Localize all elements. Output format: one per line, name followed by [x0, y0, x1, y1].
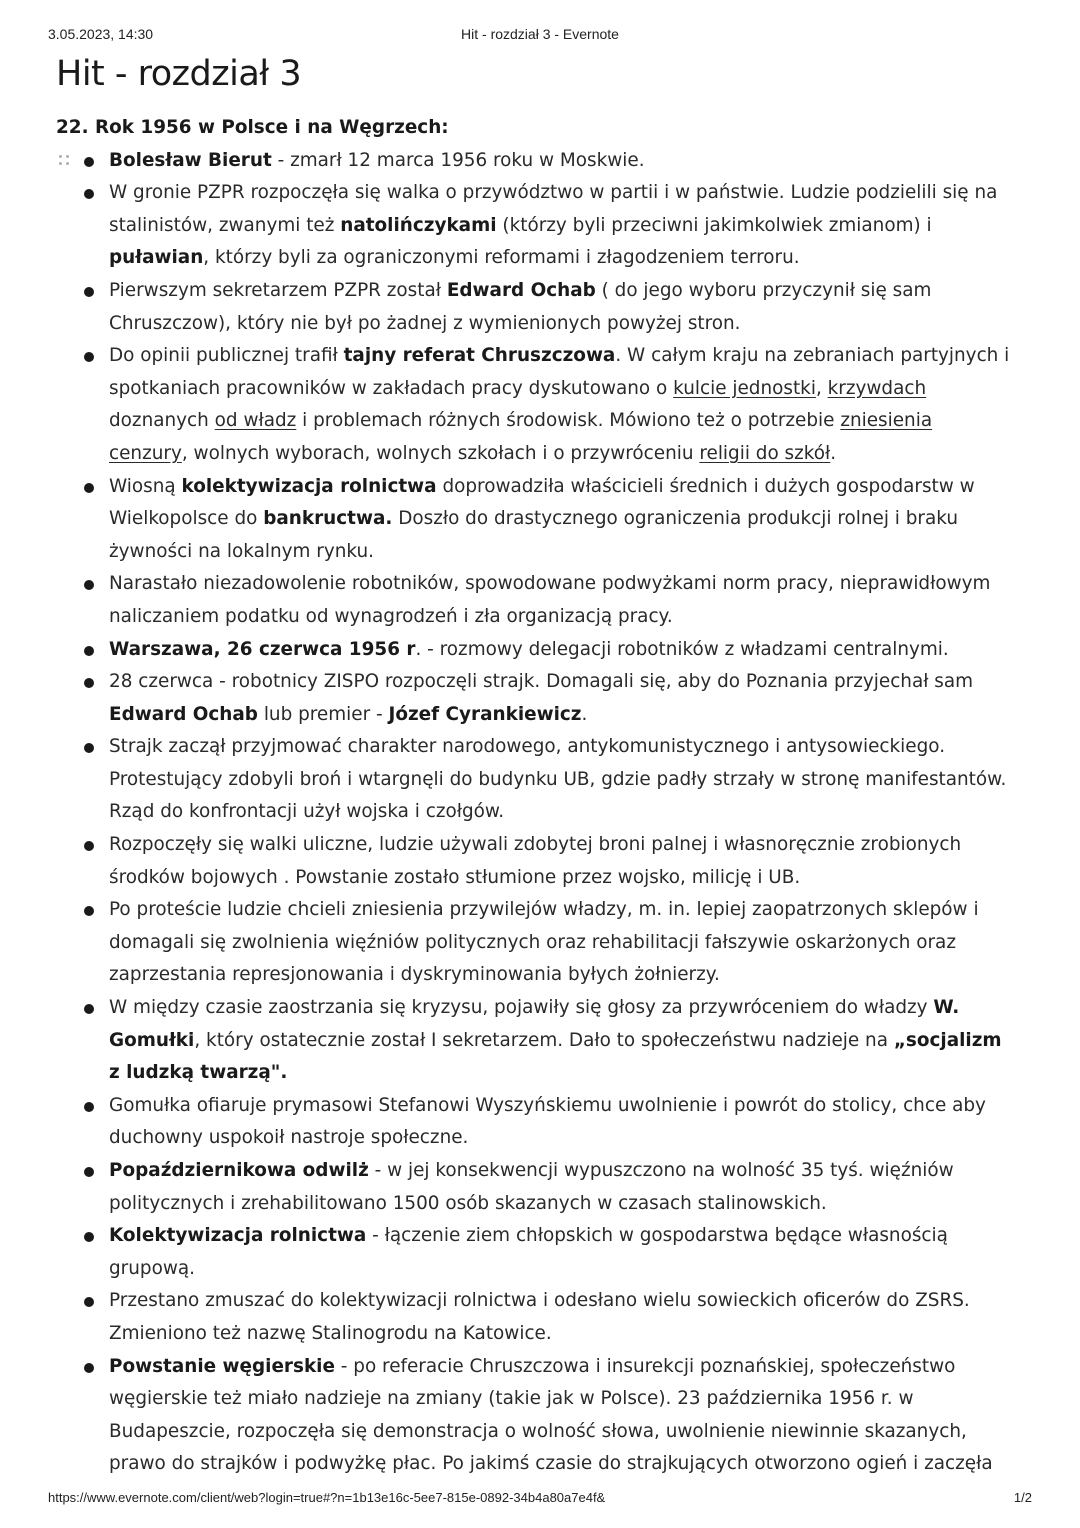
- text-segment: doprowadziła właścicieli średnich i dużych gospodarstw w Wielkopolsce do: [109, 475, 975, 530]
- underlined-text: krzywdach: [827, 377, 927, 399]
- print-footer: [48, 1490, 1032, 1510]
- section-heading: 22. Rok 1956 w Polsce i na Węgrzech:: [56, 117, 449, 138]
- page-url: https://www.evernote.com/client/web?login=true#?n=1b13e16c-5ee7-815e-0892-34b4a80a7e4f&: [48, 1490, 606, 1505]
- bullet-item: [56, 275, 1010, 340]
- bold-text: bankructwa.: [263, 508, 393, 530]
- bullet-item: [56, 731, 1010, 829]
- text-segment: W gronie PZPR rozpoczęła się walka o przywództwo w partii i w państwie. Ludzie podzielili się na stalinistów, zwanymi też: [109, 182, 998, 236]
- bullet-item: [56, 829, 1010, 894]
- bullet-item: [56, 1285, 1010, 1350]
- text-segment: Gomułka ofiaruje prymasowi Stefanowi Wyszyńskiemu uwolnienie i powrót do stolicy, chce aby duchowny uspokoił nastroje społeczne.: [109, 1094, 986, 1149]
- text-segment: .: [830, 442, 837, 464]
- text-segment: Doszło do drastycznego ograniczenia produkcji rolnej i braku żywności na lokalnym rynku.: [109, 508, 958, 562]
- text-segment: . W całym kraju na zebraniach partyjnych i spotkaniach pracowników w zakładach pracy dyskutowano o: [109, 345, 1010, 399]
- text-segment: doznanych: [109, 410, 215, 432]
- text-segment: - zmarł 12 marca 1956 roku w Moskwie.: [271, 149, 645, 171]
- text-segment: Po proteście ludzie chcieli zniesienia przywilejów władzy, m. in. lepiej zaopatrzonych sklepów i domagali się zwolnienia więźniów politycznych oraz rehabilitacji fałszywie oskarżonych oraz zaprzestania represjonowania i dyskryminowania byłych żołnierzy.: [109, 899, 979, 986]
- bullet-list-wrapper: [56, 145, 1010, 1481]
- text-segment: , wolnych wyborach, wolnych szkołach i o przywróceniu: [181, 442, 700, 464]
- bold-text: Popaździernikowa odwilż: [109, 1160, 369, 1181]
- note-content: [56, 112, 1010, 1481]
- text-segment: Pierwszym sekretarzem PZPR został: [109, 279, 447, 301]
- bullet-item: [56, 145, 1010, 178]
- bold-text: tajny referat Chruszczowa: [343, 345, 616, 367]
- print-document-title: Hit - rozdział 3 - Evernote: [461, 26, 619, 42]
- text-segment: Narastało niezadowolenie robotników, spowodowane podwyżkami norm pracy, nieprawidłowym naliczaniem podatku od wynagrodzeń i zła organizacją pracy.: [109, 573, 991, 627]
- bold-text: „socjalizm z ludzką twarzą".: [109, 1029, 1002, 1084]
- bold-text: Kolektywizacja rolnictwa: [109, 1225, 367, 1247]
- bullet-item: [56, 666, 1010, 731]
- note-title: Hit - rozdział 3: [56, 54, 302, 94]
- text-segment: Do opinii publicznej trafił: [109, 345, 344, 367]
- text-segment: ,: [815, 377, 828, 399]
- text-segment: Strajk zaczął przyjmować charakter narodowego, antykomunistycznego i antysowieckiego. Protestujący zdobyli broń i wtargnęli do budynku UB, gdzie padły strzały w stronę manifestantów. Rząd do konfrontacji użył wojska i czołgów.: [109, 736, 1007, 823]
- bullet-list: [56, 145, 1010, 1481]
- bold-text: kolektywizacja rolnictwa: [181, 475, 437, 497]
- bold-text: Powstanie węgierskie: [109, 1355, 335, 1377]
- bold-text: Warszawa, 26 czerwca 1956 r: [109, 638, 416, 660]
- text-segment: - łączenie ziem chłopskich w gospodarstwa będące własnością grupową.: [109, 1225, 948, 1279]
- bullet-item: [56, 634, 1010, 667]
- underlined-text: kulcie jednostki: [673, 377, 816, 399]
- bullet-item: [56, 568, 1010, 633]
- text-segment: ( do jego wyboru przyczynił się sam Chruszczow), który nie był po żadnej z wymienionych powyżej stron.: [109, 279, 932, 334]
- bullet-item: [56, 1155, 1010, 1220]
- bold-text: Edward Ochab: [109, 703, 258, 725]
- text-segment: - po referacie Chruszczowa i insurekcji poznańskiej, społeczeństwo węgierskie też miało nadzieje na zmiany (takie jak w Polsce). 23 października 1956 r. w Budapeszcie, rozpoczęła się demonstracja o wolność słowa, uwolnienie niewinnie skazanych, prawo do strajków i podwyżkę płac. Po jakimś czasie do strajkujących otworzono ogień i zaczęła: [109, 1355, 993, 1475]
- bullet-item: [56, 894, 1010, 992]
- bullet-item: [56, 471, 1010, 569]
- bold-text: Józef Cyrankiewicz: [388, 703, 582, 725]
- page-number: 1/2: [1013, 1490, 1032, 1505]
- text-segment: - w jej konsekwencji wypuszczono na wolność 35 tyś. więźniów politycznych i zrehabilitowano 1500 osób skazanych w czasach stalinowskich.: [109, 1160, 954, 1214]
- bold-text: Bolesław Bierut: [109, 149, 272, 171]
- underlined-text: od władz: [214, 410, 297, 432]
- print-date: 3.05.2023, 14:30: [48, 26, 154, 42]
- text-segment: . - rozmowy delegacji robotników z władzami centralnymi.: [415, 638, 949, 660]
- bullet-item: [56, 1220, 1010, 1285]
- bold-text: W. Gomułki: [109, 997, 960, 1051]
- bold-text: natolińczykami: [340, 214, 497, 236]
- text-segment: 28 czerwca - robotnicy ZISPO rozpoczęli strajk. Domagali się, aby do Poznania przyjechał sam: [109, 671, 974, 693]
- text-segment: Przestano zmuszać do kolektywizacji rolnictwa i odesłano wielu sowieckich oficerów do ZSRS. Zmieniono też nazwę Stalinogrodu na Katowice.: [109, 1290, 970, 1344]
- text-segment: Wiosną: [109, 475, 182, 497]
- text-segment: lub premier -: [257, 703, 389, 725]
- text-segment: , który ostatecznie został I sekretarzem. Dało to społeczeństwu nadzieje na: [194, 1029, 894, 1051]
- bullet-item: [56, 177, 1010, 275]
- bullet-item: [56, 1351, 1010, 1481]
- text-segment: Rozpoczęły się walki uliczne, ludzie używali zdobytej broni palnej i własnoręcznie zrobionych środków bojowych . Powstanie zostało stłumione przez wojsko, milicję i UB.: [109, 834, 962, 888]
- bold-text: puławian: [109, 247, 204, 269]
- bold-text: Edward Ochab: [446, 279, 596, 301]
- text-segment: , którzy byli za ograniczonymi reformami i złagodzeniem terroru.: [203, 247, 800, 269]
- underlined-text: religii do szkół: [699, 442, 831, 464]
- underlined-text: zniesienia cenzury: [109, 410, 933, 464]
- bullet-item: [56, 1090, 1010, 1155]
- text-segment: .: [581, 703, 588, 725]
- text-segment: W między czasie zaostrzania się kryzysu, pojawiły się głosy za przywróceniem do władzy: [109, 997, 934, 1019]
- bullet-item: [56, 992, 1010, 1090]
- print-header: [48, 26, 1032, 46]
- bullet-item: [56, 340, 1010, 470]
- text-segment: (którzy byli przeciwni jakimkolwiek zmianom) i: [496, 214, 932, 236]
- text-segment: i problemach różnych środowisk. Mówiono też o potrzebie: [296, 410, 841, 432]
